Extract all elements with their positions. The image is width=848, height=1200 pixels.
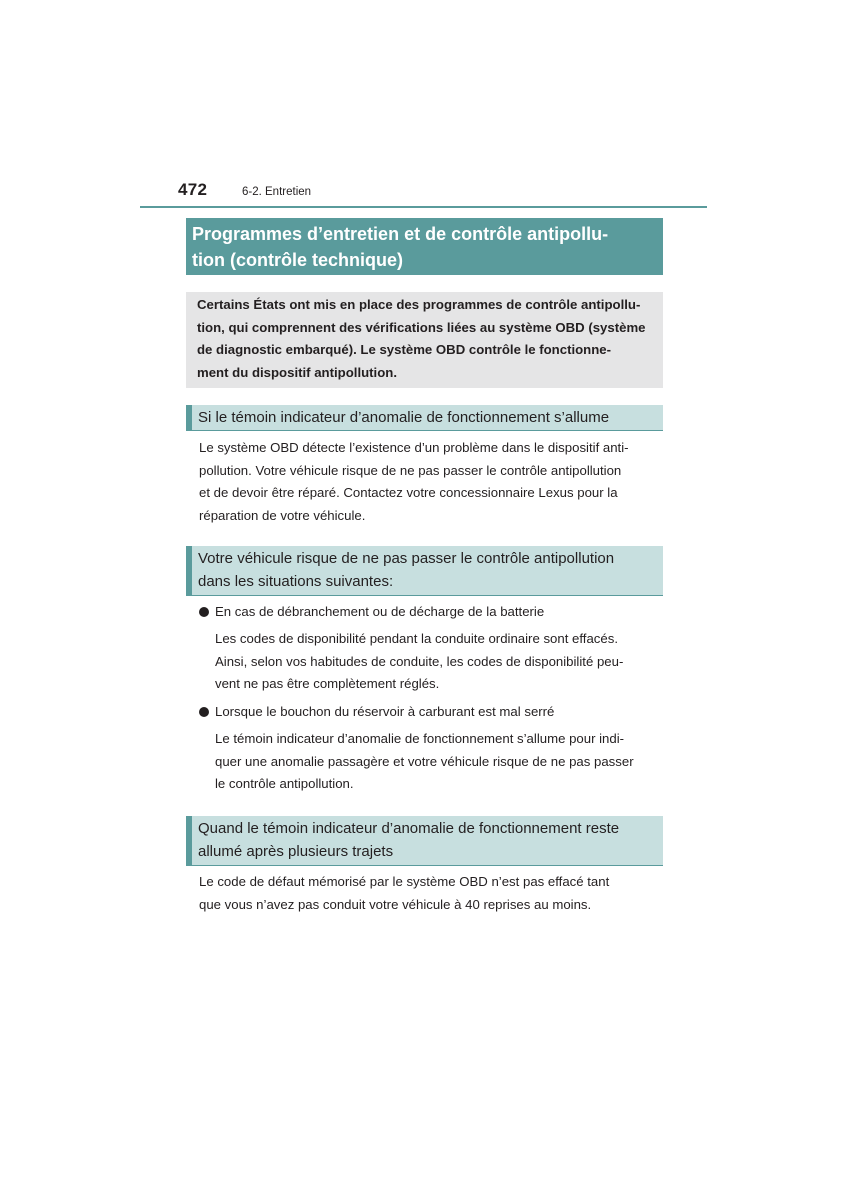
bullet-detail-line: Ainsi, selon vos habitudes de conduite, les codes de disponibilité peu- bbox=[215, 653, 624, 669]
header-divider bbox=[140, 206, 707, 208]
subheading-line: dans les situations suivantes: bbox=[198, 573, 394, 590]
paragraph-line: et de devoir être réparé. Contactez votre concessionnaire Lexus pour la bbox=[199, 485, 618, 500]
intro-line: de diagnostic embarqué). Le système OBD contrôle le fonctionne- bbox=[197, 342, 612, 357]
section-label: 6-2. Entretien bbox=[242, 186, 312, 198]
intro-line: ment du dispositif antipollution. bbox=[197, 364, 397, 380]
paragraph-line: que vous n’avez pas conduit votre véhicule à 40 reprises au moins. bbox=[199, 896, 592, 912]
paragraph-line: Le code de défaut mémorisé par le système OBD n’est pas effacé tant bbox=[199, 874, 610, 889]
page-title-line: Programmes d’entretien et de contrôle antipollu- bbox=[192, 224, 609, 244]
bullet-item-fuel-cap bbox=[199, 701, 660, 724]
page-title bbox=[186, 218, 663, 275]
paragraph-line: Le système OBD détecte l’existence d’un problème dans le dispositif anti- bbox=[199, 440, 629, 455]
paragraph-line: réparation de votre véhicule. bbox=[199, 507, 366, 523]
bullet-icon bbox=[199, 707, 209, 717]
intro-line: tion, qui comprennent des vérifications liées au système OBD (système bbox=[197, 319, 646, 335]
bullet-detail-line: vent ne pas être complètement réglés. bbox=[215, 676, 440, 691]
page-title-line: tion (contrôle technique) bbox=[192, 250, 403, 270]
paragraph-line: pollution. Votre véhicule risque de ne pas passer le contrôle antipollution bbox=[199, 462, 622, 478]
bullet-detail-line: Les codes de disponibilité pendant la conduite ordinaire sont effacés. bbox=[215, 631, 618, 646]
bullet-title: En cas de débranchement ou de décharge de la batterie bbox=[215, 604, 545, 619]
bullet-detail-line: quer une anomalie passagère et votre véhicule risque de ne pas passer bbox=[215, 753, 634, 769]
intro-box bbox=[186, 292, 663, 388]
subheading-indicator-stays-on bbox=[186, 816, 663, 866]
bullet-detail-battery bbox=[215, 628, 660, 696]
subheading-line: allumé après plusieurs trajets bbox=[198, 843, 394, 860]
bullet-detail-line: le contrôle antipollution. bbox=[215, 776, 354, 791]
page-number: 472 bbox=[178, 180, 208, 199]
subheading-may-fail-inspection bbox=[186, 546, 663, 596]
paragraph-indicator-stays-on bbox=[199, 871, 660, 916]
intro-line: Certains États ont mis en place des programmes de contrôle antipollu- bbox=[197, 297, 641, 312]
bullet-detail-fuel-cap bbox=[215, 728, 660, 796]
subheading-line: Si le témoin indicateur d’anomalie de fonctionnement s’allume bbox=[198, 409, 610, 426]
paragraph-indicator-on bbox=[199, 437, 660, 527]
subheading-line: Quand le témoin indicateur d’anomalie de fonctionnement reste bbox=[198, 820, 620, 837]
bullet-detail-line: Le témoin indicateur d’anomalie de fonctionnement s’allume pour indi- bbox=[215, 731, 625, 746]
bullet-item-battery bbox=[199, 601, 660, 624]
subheading-line: Votre véhicule risque de ne pas passer le contrôle antipollution bbox=[198, 550, 615, 567]
bullet-icon bbox=[199, 607, 209, 617]
bullet-title: Lorsque le bouchon du réservoir à carburant est mal serré bbox=[215, 704, 555, 719]
subheading-indicator-on bbox=[186, 405, 663, 431]
